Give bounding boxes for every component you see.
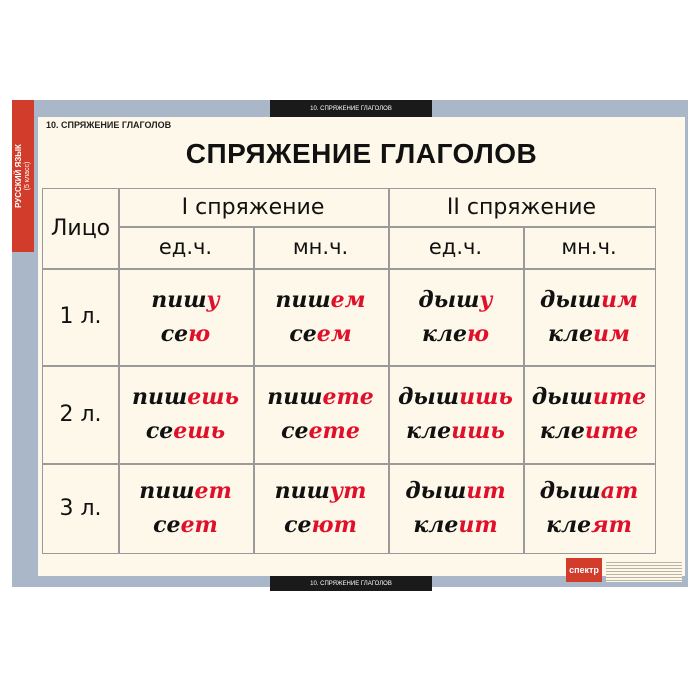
verb-form: пишешь: [131, 384, 240, 410]
verb-ending: ят: [591, 512, 632, 538]
verb-ending: ат: [600, 478, 639, 504]
publisher-block: [566, 558, 684, 586]
verb-ending: ешь: [187, 384, 240, 410]
verb-form: сеешь: [145, 418, 226, 444]
verb-form: клеит: [413, 512, 498, 538]
top-strip: 10. СПРЯЖЕНИЕ ГЛАГОЛОВ: [270, 100, 432, 117]
verb-ending: ишь: [451, 418, 505, 444]
verb-ending: ешь: [173, 418, 226, 444]
conjugation-group-2-header: II спряжение: [446, 195, 597, 220]
person-3-label: 3 л.: [59, 495, 102, 521]
bottom-strip: 10. СПРЯЖЕНИЕ ГЛАГОЛОВ: [270, 576, 432, 591]
verb-form: дышите: [531, 384, 647, 410]
grade-label: (5 класс): [24, 161, 31, 191]
verb-ending: ет: [180, 512, 218, 538]
publisher-logo: спектр: [566, 558, 602, 582]
verb-ending: ет: [194, 478, 232, 504]
verb-cell: [388, 365, 523, 463]
verb-form: сеем: [289, 320, 352, 347]
verb-form: пишет: [139, 478, 232, 504]
verb-ending: ю: [188, 320, 211, 347]
verb-form: пишем: [275, 286, 366, 313]
verb-cell: [523, 463, 655, 553]
verb-ending: ут: [329, 478, 367, 504]
verb-cell: [118, 463, 253, 553]
verb-form: сеет: [153, 512, 218, 538]
verb-form: дышу: [418, 286, 493, 313]
verb-form: дышим: [540, 286, 638, 313]
verb-form: пишете: [267, 384, 374, 410]
verb-form: пишут: [274, 478, 367, 504]
verb-form: клею: [421, 320, 490, 347]
verb-form: клеят: [546, 512, 632, 538]
verb-ending: ете: [322, 384, 374, 410]
verb-form: клеишь: [406, 418, 505, 444]
verb-cell: [523, 365, 655, 463]
person-1-label: 1 л.: [59, 304, 102, 329]
verb-cell: [523, 268, 655, 365]
verb-form: дышишь: [398, 384, 513, 410]
number-header-plural-2: мн.ч.: [561, 235, 617, 259]
publisher-fine-print: [606, 560, 682, 582]
verb-ending: им: [593, 320, 630, 347]
verb-form: сеют: [284, 512, 357, 538]
verb-ending: им: [601, 286, 638, 313]
verb-form: сею: [160, 320, 211, 347]
verb-ending: ем: [316, 320, 352, 347]
verb-ending: у: [479, 286, 493, 313]
subject-label: РУССКИЙ ЯЗЫК: [14, 144, 23, 208]
verb-cell: [253, 463, 388, 553]
verb-ending: ишь: [459, 384, 513, 410]
number-header-plural-1: мн.ч.: [292, 235, 349, 259]
conjugation-table: [42, 188, 656, 554]
verb-ending: ит: [458, 512, 498, 538]
verb-ending: у: [206, 286, 220, 313]
subject-tab: [12, 100, 34, 252]
verb-ending: ем: [330, 286, 366, 313]
person-2-label: 2 л.: [59, 401, 102, 427]
verb-cell: [253, 268, 388, 365]
verb-ending: ете: [308, 418, 360, 444]
number-header-singular-2: ед.ч.: [428, 235, 483, 259]
verb-cell: [118, 365, 253, 463]
verb-ending: ю: [466, 320, 490, 347]
page-title: СПРЯЖЕНИЕ ГЛАГОЛОВ: [185, 138, 538, 169]
verb-cell: [388, 268, 523, 365]
verb-form: клеите: [539, 418, 639, 444]
verb-cell: [118, 268, 253, 365]
verb-form: клеим: [548, 320, 630, 347]
verb-form: дышат: [539, 478, 639, 504]
verb-cell: [388, 463, 523, 553]
verb-form: сеете: [281, 418, 360, 444]
verb-ending: ите: [584, 418, 639, 444]
verb-form: дышит: [405, 478, 506, 504]
verb-ending: ют: [311, 512, 357, 538]
poster-code-title: 10. СПРЯЖЕНИЕ ГЛАГОЛОВ: [46, 120, 172, 130]
verb-ending: ит: [466, 478, 506, 504]
number-header-singular-1: ед.ч.: [158, 235, 213, 259]
conjugation-group-1-header: I спряжение: [181, 195, 325, 220]
verb-cell: [253, 365, 388, 463]
verb-form: пишу: [151, 286, 220, 313]
person-column-header: Лицо: [50, 216, 111, 241]
verb-ending: ите: [592, 384, 647, 410]
